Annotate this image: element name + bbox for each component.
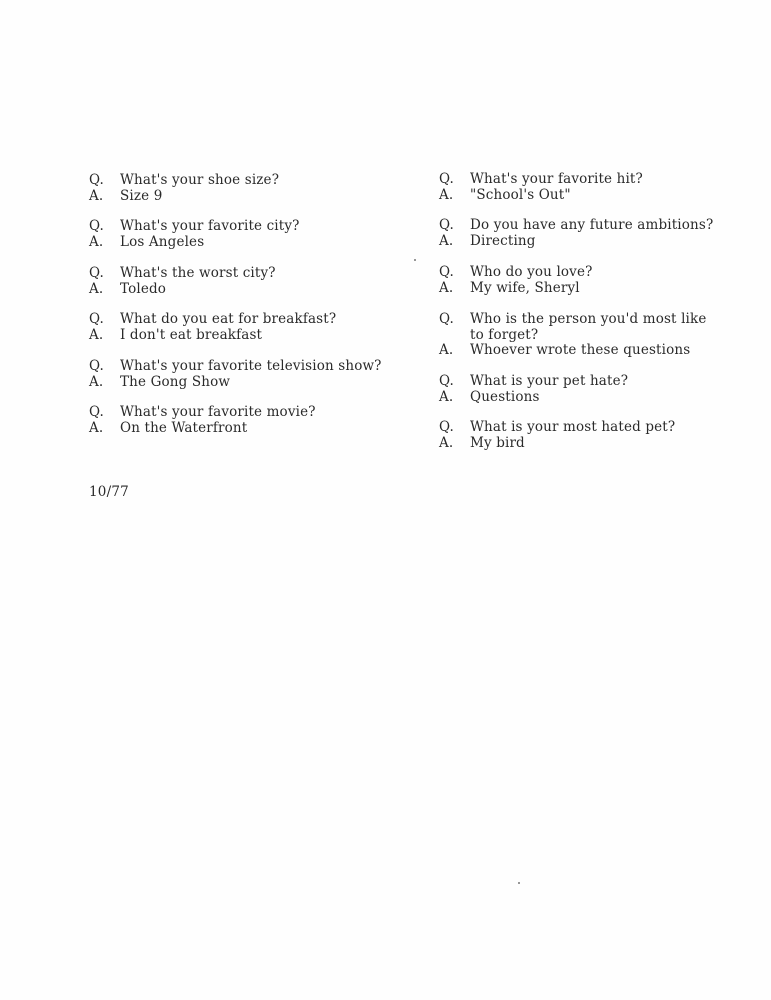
answer-text: Toledo [120,280,167,297]
question-text: What's your favorite television show? [120,358,382,374]
answer-text: "School's Out" [470,186,571,203]
qa-pair [439,374,628,405]
qa-pair [89,219,300,250]
qa-pair [89,359,382,390]
question-text: What's your favorite hit? [470,171,643,187]
page-date: 10/77 [89,484,129,500]
question-marker: Q. [89,172,104,188]
qa-pair [439,420,675,451]
question-text: Who do you love? [470,264,593,280]
answer-marker: A. [89,187,104,204]
question-marker: Q. [439,217,454,233]
question-marker: Q. [89,311,104,327]
answer-text: Whoever wrote these questions [470,342,691,358]
question-marker: Q. [89,358,104,374]
question-marker: Q. [89,404,104,420]
question-text: What's your shoe size? [120,172,280,188]
qa-pair [89,266,276,297]
qa-pair [439,218,713,249]
answer-marker: A. [439,434,454,451]
qa-pair [89,173,279,204]
answer-marker: A. [89,326,104,343]
scan-speck [518,882,520,884]
question-marker: Q. [89,218,104,234]
answer-marker: A. [439,279,454,296]
answer-marker: A. [439,186,454,203]
answer-marker: A. [439,232,454,249]
answer-text: My wife, Sheryl [470,279,580,296]
answer-marker: A. [89,280,104,297]
answer-text: Questions [470,388,540,405]
question-marker: Q. [439,419,454,435]
question-text: What's your favorite city? [120,218,300,234]
answer-text: Size 9 [120,187,163,204]
answer-marker: A. [439,342,454,358]
answer-text: The Gong Show [120,373,231,390]
answer-marker: A. [439,388,454,405]
answer-marker: A. [89,373,104,390]
question-text: What's the worst city? [120,265,276,281]
answer-text: Directing [470,232,536,249]
qa-pair [89,312,336,343]
question-marker: Q. [89,265,104,281]
question-marker: Q. [439,171,454,187]
question-text: What's your favorite movie? [120,404,316,420]
answer-text: Los Angeles [120,233,205,250]
answer-marker: A. [89,233,104,250]
qa-pair [439,312,715,359]
answer-marker: A. [89,419,104,436]
question-text: What is your most hated pet? [470,419,676,435]
question-marker: Q. [439,311,454,327]
question-text: Who is the person you'd most like to forget? [470,311,707,343]
question-text: What do you eat for breakfast? [120,311,337,327]
qa-pair [89,405,316,436]
answer-text: On the Waterfront [120,419,248,436]
question-marker: Q. [439,264,454,280]
scan-speck [414,259,416,261]
answer-text: My bird [470,434,525,451]
answer-text: I don't eat breakfast [120,326,263,343]
qa-pair [439,172,643,203]
question-text: What is your pet hate? [470,373,629,389]
question-marker: Q. [439,373,454,389]
question-text: Do you have any future ambitions? [470,217,714,233]
qa-pair [439,265,593,296]
